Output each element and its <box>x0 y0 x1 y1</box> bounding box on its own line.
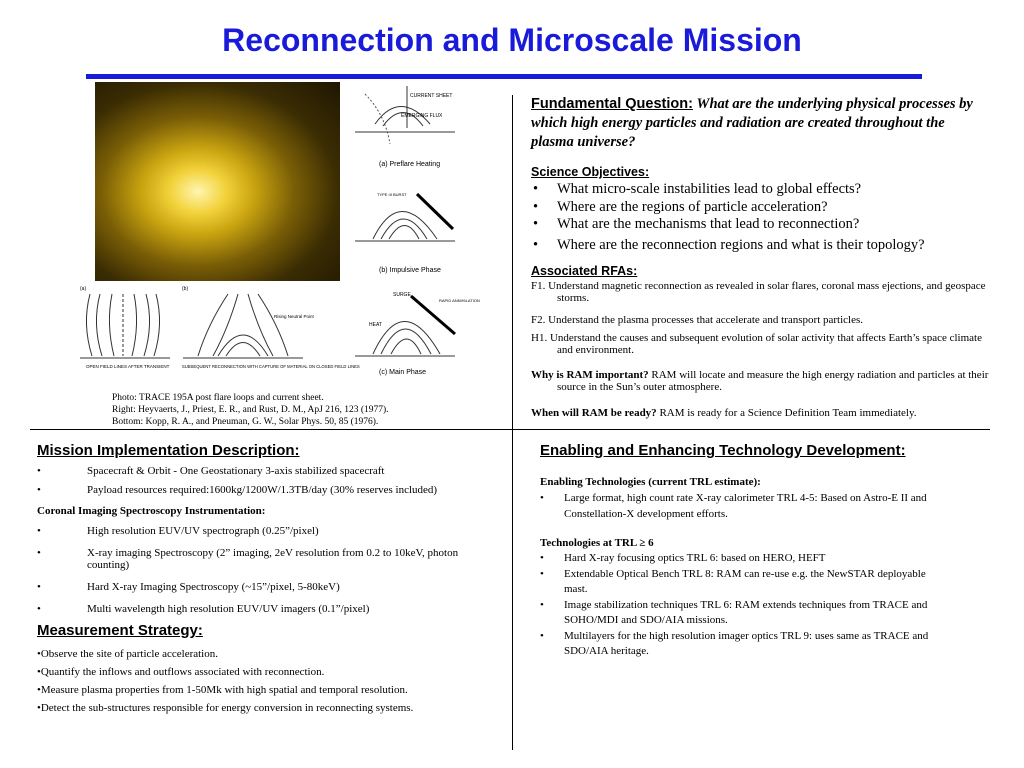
measurement-list <box>37 645 507 717</box>
caption-line: Photo: TRACE 195A post flare loops and current sheet. <box>112 393 324 403</box>
list-item: •Observe the site of particle acceleration. <box>37 648 218 660</box>
instrumentation-heading: Coronal Imaging Spectroscopy Instrumentation: <box>37 505 266 517</box>
why-ram-important <box>531 369 991 393</box>
technology-heading: Enabling and Enhancing Technology Development: <box>540 442 906 459</box>
list-item: • Where are the regions of particle acceleration? <box>533 198 828 215</box>
caption-c-main: (c) Main Phase <box>379 369 427 376</box>
list-item: • Hard X-ray Imaging Spectroscopy (~15”/pixel, 5-80keV) <box>37 581 340 593</box>
caption-line: Right: Heyvaerts, J., Priest, E. R., and Rust, D. M., ApJ 216, 123 (1977). <box>112 405 389 415</box>
when-text: RAM is ready for a Science Definition Team immediately. <box>656 407 917 419</box>
list-item: •Quantify the inflows and outflows associated with reconnection. <box>37 666 325 678</box>
list-item: • Spacecraft & Orbit - One Geostationary 3-axis stabilized spacecraft <box>37 465 385 477</box>
caption-b-impulsive: (b) Impulsive Phase <box>379 267 441 274</box>
label-current-sheet: CURRENT SHEET <box>410 93 453 99</box>
label-heat: HEAT <box>369 322 382 328</box>
label-rapid-annihilation: RAPID ANNIHILATION <box>439 298 480 303</box>
horizontal-divider <box>30 429 990 430</box>
rfas-list <box>531 280 991 356</box>
trl6-heading: Technologies at TRL ≥ 6 <box>540 537 654 549</box>
caption-line: Bottom: Kopp, R. A., and Pneuman, G. W., Solar Phys. 50, 85 (1976). <box>112 417 379 427</box>
list-item: • High resolution EUV/UV spectrograph (0.25”/pixel) <box>37 525 319 537</box>
implementation-list <box>37 465 507 497</box>
trace-flare-photo <box>95 82 340 281</box>
label-surge: SURGE <box>393 292 411 298</box>
list-item: H1. Understand the causes and subsequent evolution of solar activity that affects Earth’s space climate and environment. <box>531 332 982 356</box>
list-item: •Detect the sub-structures responsible for energy conversion in reconnecting systems. <box>37 702 414 714</box>
list-item: • Large format, high count rate X-ray calorimeter TRL 4-5: Based on Astro-E II and Constellation-X development efforts. <box>540 492 927 520</box>
fundamental-text: What are the underlying physical processes by which high energy particles and radiation are created throughout the plasma universe? <box>531 96 973 150</box>
label-open-field-lines: OPEN FIELD LINES AFTER TRANSIENT <box>86 364 170 369</box>
label-b: (b) <box>182 286 189 292</box>
label-rising-neutral-point: Rising Neutral Point <box>274 314 314 319</box>
label-type3: TYPE III BURST <box>377 192 407 197</box>
list-item: F2. Understand the plasma processes that accelerate and transport particles. <box>531 314 864 326</box>
science-objectives-list <box>531 181 1001 254</box>
title-underline <box>86 74 922 79</box>
when-label: When will RAM be ready? <box>531 407 657 419</box>
vertical-divider <box>512 95 513 750</box>
list-item: • Extendable Optical Bench TRL 8: RAM can re-use e.g. the NewSTAR deployable mast. <box>540 567 926 595</box>
list-item: • Where are the reconnection regions and what is their topology? <box>533 236 925 253</box>
trl6-list <box>540 551 940 660</box>
list-item: •Measure plasma properties from 1-50Mk with high spatial and temporal resolution. <box>37 684 408 696</box>
list-item: • What micro-scale instabilities lead to global effects? <box>533 181 862 197</box>
page-title: Reconnection and Microscale Mission <box>222 22 802 58</box>
label-subsequent-reconnection: SUBSEQUENT RECONNECTION WITH CAPTURE OF MATERIAL ON CLOSED FIELD LINES <box>182 364 360 369</box>
why-text: RAM will locate and measure the high energy radiation and particles at their source in the Sun’s outer atmosphere. <box>557 369 989 393</box>
measurement-heading: Measurement Strategy: <box>37 622 203 639</box>
list-item: • X-ray imaging Spectroscopy (2” imaging, 2eV resolution from 0.2 to 10keV, photon counting) <box>37 547 459 571</box>
enabling-list <box>540 490 960 522</box>
list-item: • Multilayers for the high resolution imager optics TRL 9: uses same as TRACE and SDO/AIA heritage. <box>540 629 929 657</box>
fundamental-label: Fundamental Question: <box>531 96 693 112</box>
implementation-heading: Mission Implementation Description: <box>37 442 300 459</box>
why-label: Why is RAM important? <box>531 369 649 381</box>
caption-a-preflare: (a) Preflare Heating <box>379 161 441 168</box>
when-ram-ready <box>531 407 1001 419</box>
instrument-list <box>37 525 467 615</box>
list-item: • Multi wavelength high resolution EUV/UV imagers (0.1”/pixel) <box>37 603 370 615</box>
rfas-heading: Associated RFAs: <box>531 264 638 278</box>
science-objectives-heading: Science Objectives: <box>531 165 650 179</box>
figure-caption <box>112 392 512 428</box>
label-a: (a) <box>80 286 87 292</box>
list-item: • Payload resources required:1600kg/1200W/1.3TB/day (30% reserves included) <box>37 484 438 496</box>
field-line-diagrams <box>78 284 368 380</box>
list-item: • Image stabilization techniques TRL 6: RAM extends techniques from TRACE and SOHO/MDI and SDO/AIA missions. <box>540 598 928 626</box>
enabling-heading: Enabling Technologies (current TRL estimate): <box>540 476 761 488</box>
label-emerging-flux: EMERGING FLUX <box>401 113 443 119</box>
list-item: • Hard X-ray focusing optics TRL 6: based on HERO, HEFT <box>540 552 826 564</box>
list-item: • What are the mechanisms that lead to reconnection? <box>533 216 860 232</box>
fundamental-question <box>531 95 991 152</box>
list-item: F1. Understand magnetic reconnection as revealed in solar flares, coronal mass ejections, and geospace storms. <box>531 280 986 304</box>
